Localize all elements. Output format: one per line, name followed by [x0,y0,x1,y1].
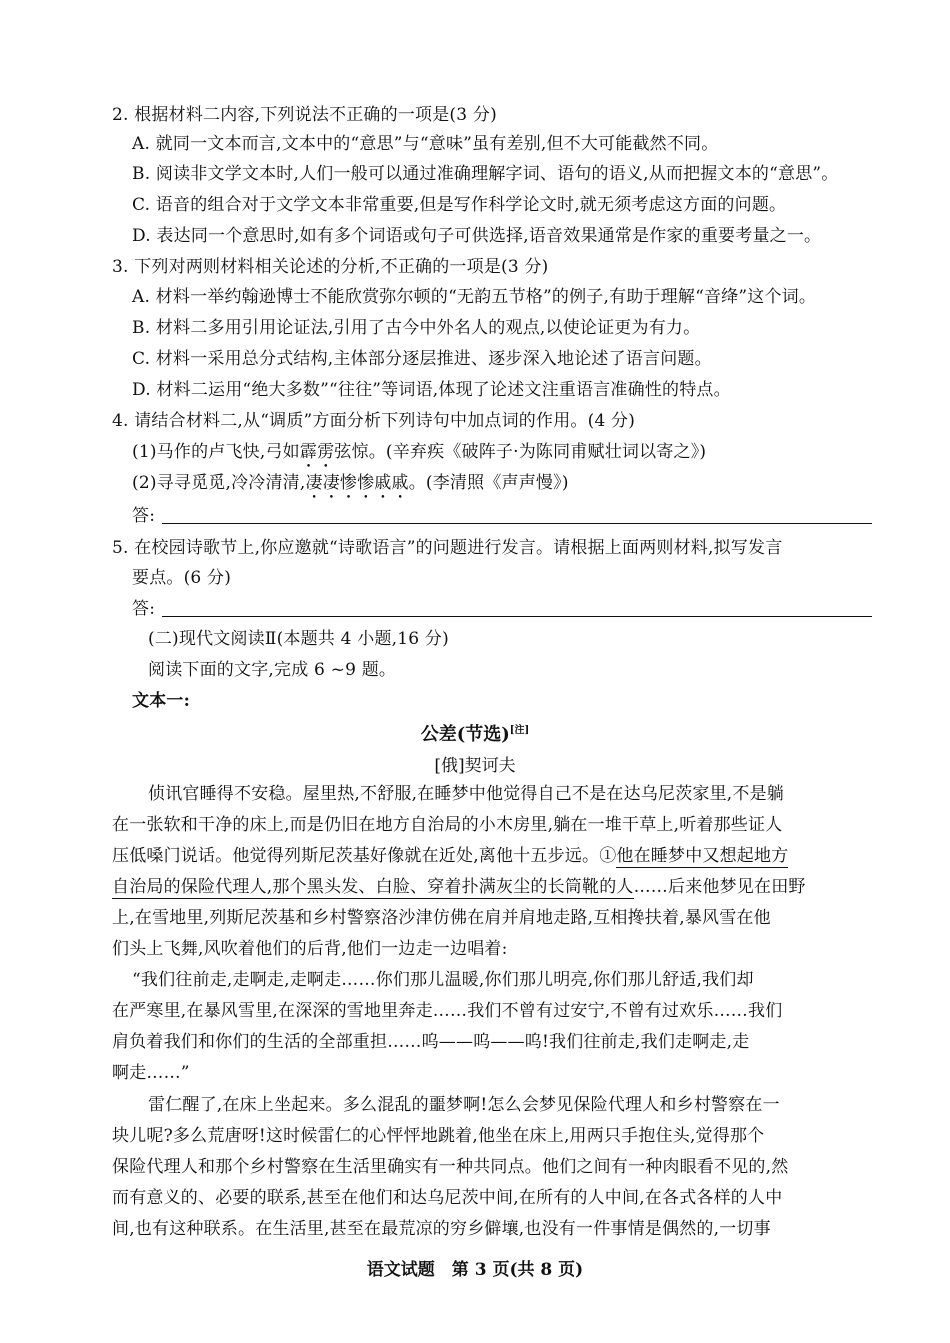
q3-option-c: C. 材料一采用总分式结构,主体部分逐层推进、逐步深入地论述了语言问题。 [132,349,712,369]
story-p2-line-1: “我们往前走,走啊走,走啊走……你们那儿温暖,你们那儿明亮,你们那儿舒适,我们却 [132,970,754,990]
story-underlined-sentence-part-1: 他在睡梦中又想起地方 [616,846,789,866]
q4-line1-post: 弦惊。(辛弃疾《破阵子·为陈同甫赋壮词以寄之》) [334,442,707,462]
story-p1-line-2: 在一张软和干净的床上,而是仍旧在地方自治局的小木房里,躺在一堆干草上,听着那些证人 [112,815,783,835]
story-title-note: [注] [509,725,530,736]
story-p3-line-5: 间,也有这种联系。在生活里,甚至在最荒凉的穷乡僻壤,也没有一件事情是偶然的,一切事 [112,1219,771,1239]
q2-option-a: A. 就同一文本而言,文本中的“意思”与“意味”虽有差别,但不大可能截然不同。 [132,134,719,154]
story-p1-line-1: 侦讯官睡得不安稳。屋里热,不舒服,在睡梦中他觉得自己不是在达乌尼茨家里,不是躺 [148,784,785,804]
story-title [0,720,950,746]
q2-option-c: C. 语音的组合对于文学文本非常重要,但是写作科学论文时,就无须考虑这方面的问题。 [132,195,787,215]
story-p3-line-4: 而有意义的、必要的联系,甚至在他们和达乌尼茨中间,在所有的人中间,在各式各样的人中 [112,1188,783,1208]
story-p3-line-1: 雷仁醒了,在床上坐起来。多么混乱的噩梦啊!怎么会梦见保险代理人和乡村警察在一 [148,1095,780,1115]
q4-line1-pre: (1)马作的卢飞快,弓如 [132,442,300,462]
q4-poem-line-1 [132,441,706,472]
q2-option-b: B. 阅读非文学文本时,人们一般可以通过准确理解字词、语句的语义,从而把握文本的“意思”。 [132,164,839,184]
section-heading: (二)现代文阅读Ⅱ(本题共 4 小题,16 分) [148,629,449,649]
story-p2-line-2: 在严寒里,在暴风雪里,在深深的雪地里奔走……我们不曾有过安宁,不曾有过欢乐……我们 [112,1001,783,1021]
story-p1-line-6: 们头上飞舞,风吹着他们的后背,他们一边走一边唱着: [112,939,508,959]
story-author: [俄]契诃夫 [434,756,516,776]
text-one-label: 文本一: [132,691,191,711]
q3-option-a: A. 材料一举约翰逊博士不能欣赏弥尔顿的“无韵五节格”的例子,有助于理解“音绛”这个词。 [132,287,817,307]
story-p1-line-3 [112,845,872,867]
q4-poem-line-2 [132,472,569,503]
q5-stem-line-1: 5. 在校园诗歌节上,你应邀就“诗歌语言”的问题进行发言。请根据上面两则材料,拟写发言 [112,538,783,558]
q4-line1-dotted-word: 霹雳 [299,442,335,462]
story-p1-line-3-text: 压低嗓门说话。他觉得列斯尼茨基好像就在近处,离他十五步远。 [112,846,600,866]
story-p2-line-3: 肩负着我们和你们的生活的全部重担……呜——呜——呜!我们往前走,我们走啊走,走 [112,1032,750,1052]
q4-answer-line[interactable] [162,523,872,524]
q3-option-b: B. 材料二多用引用论证法,引用了古今中外名人的观点,以使论证更为有力。 [132,318,701,338]
q5-stem-line-2: 要点。(6 分) [132,568,232,588]
story-sentence-marker: ① [599,846,617,866]
story-p3-line-2: 块儿呢?多么荒唐呀!这时候雷仁的心怦怦地跳着,他坐在床上,用两只手抱住头,觉得那个 [112,1126,765,1146]
q4-answer-label: 答: [132,506,156,526]
q4-line2-post: 。(李清照《声声慢》) [408,473,569,493]
story-p3-line-3: 保险代理人和那个乡村警察在生活里确实有一种共同点。他们之间有一种肉眼看不见的,然 [112,1157,789,1177]
story-title-text: 公差(节选) [420,724,510,745]
q3-stem: 3. 下列对两则材料相关论述的分析,不正确的一项是(3 分) [112,257,549,277]
q5-answer-line[interactable] [162,616,872,617]
q5-answer-label: 答: [132,599,156,619]
q4-stem: 4. 请结合材料二,从“调质”方面分析下列诗句中加点词的作用。(4 分) [112,411,636,431]
story-underlined-sentence-part-2: 自治局的保险代理人,那个黑头发、白脸、穿着扑满灰尘的长筒靴的人 [112,877,634,897]
page-footer: 语文试题 第 3 页(共 8 页) [366,1260,584,1280]
story-p2-line-4: 啊走……” [112,1063,190,1083]
section-instruction: 阅读下面的文字,完成 6 ~9 题。 [148,660,397,680]
story-p1-line-4 [112,876,872,898]
story-p1-line-4-post: ……后来他梦见在田野 [633,877,806,897]
q4-line2-pre: (2)寻寻觅觅,冷冷清清, [132,473,306,493]
q4-line2-dotted-word: 凄凄惨惨戚戚 [305,473,409,493]
q3-option-d: D. 材料二运用“绝大多数”“往往”等词语,体现了论述文注重语言准确性的特点。 [132,380,731,400]
q2-option-d: D. 表达同一个意思时,如有多个词语或句子可供选择,语音效果通常是作家的重要考量之一。 [132,226,822,246]
q2-stem: 2. 根据材料二内容,下列说法不正确的一项是(3 分) [112,105,497,125]
story-p1-line-5: 上,在雪地里,列斯尼茨基和乡村警察洛沙津仿佛在肩并肩地走路,互相搀扶着,暴风雪在他 [112,908,771,928]
